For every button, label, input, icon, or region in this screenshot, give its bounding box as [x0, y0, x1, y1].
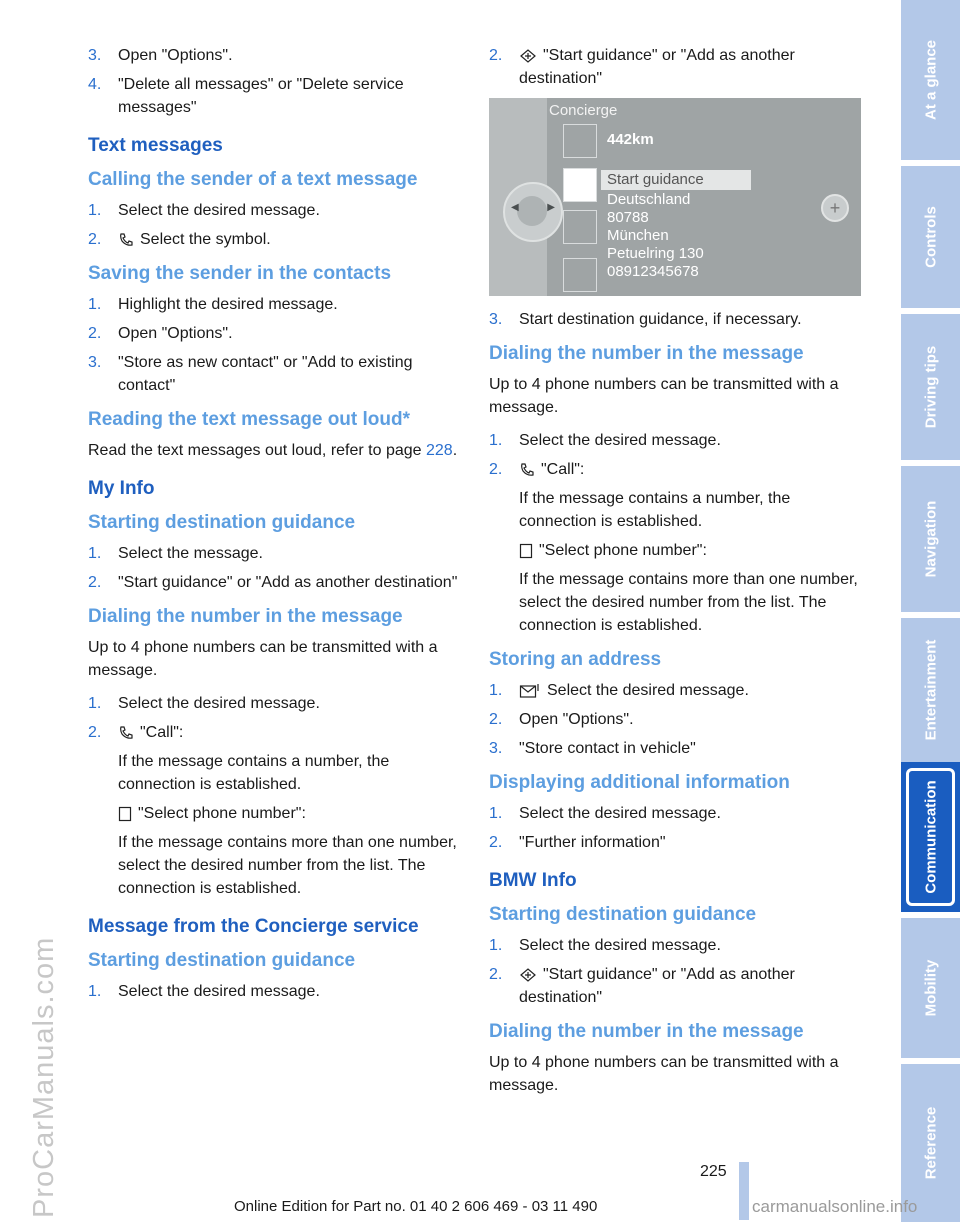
- call-connection-text-2: If the message contains a number, the connection is established.: [519, 490, 791, 530]
- step-select-desired-message-3: 1. Select the desired message.: [489, 432, 721, 449]
- page-number-rule: [739, 1162, 749, 1220]
- heading-start-guidance-3: Starting destination guidance: [489, 904, 757, 925]
- list-icon: [118, 806, 132, 822]
- tab-mobility[interactable]: Mobility: [901, 918, 960, 1058]
- step-select-message-envelope: 1. Select the desired message.: [489, 682, 749, 699]
- destination-flag-icon: [519, 48, 537, 64]
- step-open-options-3: 2. Open "Options".: [489, 711, 634, 728]
- phone-icon: [118, 232, 134, 248]
- chapter-sidebar: [901, 0, 960, 1222]
- destination-icon: [563, 168, 597, 202]
- footer-site-watermark: carmanualsonline.info: [752, 1197, 918, 1216]
- arrow-right-icon: ▶: [547, 202, 555, 213]
- step-start-guidance-concierge: 2. "Start guidance" or "Add as another destination": [489, 47, 795, 87]
- heading-calling-sender: Calling the sender of a text message: [88, 169, 418, 190]
- heading-start-guidance-2: Starting destination guidance: [88, 950, 356, 971]
- screen-line-street: Petuelring 130: [607, 245, 704, 262]
- step-start-destination: 3. Start destination guidance, if necessary.: [489, 311, 802, 328]
- step-start-guidance: 2. "Start guidance" or "Add as another destination": [88, 574, 458, 591]
- step-select-desired-message-5: 1. Select the desired message.: [489, 937, 721, 954]
- book-icon: [563, 124, 597, 158]
- screen-line-postcode: 80788: [607, 209, 649, 226]
- reading-paragraph: Read the text messages out loud, refer to page 228.: [88, 442, 458, 459]
- screen-line-city: München: [607, 227, 669, 244]
- dialing-paragraph-3: Up to 4 phone numbers can be transmitted with a message.: [489, 1054, 839, 1094]
- step-select-the-message: 1. Select the message.: [88, 545, 263, 562]
- book-icon: [563, 258, 597, 292]
- step-select-symbol: 2. Select the symbol.: [88, 231, 271, 248]
- step-call-2: 2. "Call":: [489, 461, 585, 478]
- dialing-paragraph-2: Up to 4 phone numbers can be transmitted with a message.: [489, 376, 839, 416]
- step-select-desired-message-4: 1. Select the desired message.: [489, 805, 721, 822]
- heading-dialing-2: Dialing the number in the message: [489, 343, 804, 364]
- phone-icon: [519, 462, 535, 478]
- step-delete-messages: 4. "Delete all messages" or "Delete service messages": [88, 76, 404, 116]
- phone-icon: [563, 210, 597, 244]
- step-select-message: 1. Select the desired message.: [88, 202, 320, 219]
- step-open-options-2: 2. Open "Options".: [88, 325, 233, 342]
- heading-text-messages: Text messages: [88, 135, 223, 156]
- arrow-left-icon: ◀: [511, 202, 519, 213]
- heading-dialing-1: Dialing the number in the message: [88, 606, 403, 627]
- plus-icon: +: [821, 194, 849, 222]
- heading-dialing-3: Dialing the number in the message: [489, 1021, 804, 1042]
- screen-line-start-guidance: Start guidance: [607, 171, 704, 188]
- left-column: [88, 44, 462, 1009]
- step-store-contact: 3. "Store as new contact" or "Add to existing contact": [88, 354, 413, 394]
- step-highlight-message: 1. Highlight the desired message.: [88, 296, 338, 313]
- destination-flag-icon: [519, 967, 537, 983]
- screen-line-country: Deutschland: [607, 191, 691, 208]
- multiple-numbers-text: If the message contains more than one number, select the desired number from the list. The connection is established.: [118, 834, 457, 897]
- step-call: 2. "Call":: [88, 724, 184, 741]
- heading-additional-info: Displaying additional information: [489, 772, 790, 793]
- step-open-options: 3. Open "Options".: [88, 47, 233, 64]
- tab-communication[interactable]: Communication: [901, 762, 960, 912]
- heading-storing-address: Storing an address: [489, 649, 662, 670]
- heading-saving-sender: Saving the sender in the contacts: [88, 263, 392, 284]
- concierge-screenshot: [489, 98, 861, 296]
- tab-driving-tips[interactable]: Driving tips: [901, 314, 960, 460]
- step-select-desired-message-2: 1. Select the desired message.: [88, 983, 320, 1000]
- dialing-paragraph-1: Up to 4 phone numbers can be transmitted with a message.: [88, 639, 438, 679]
- page-number: 225: [700, 1163, 727, 1180]
- edition-footer: Online Edition for Part no. 01 40 2 606 469 - 03 11 490: [234, 1198, 598, 1215]
- call-connection-text: If the message contains a number, the connection is established.: [118, 753, 390, 793]
- select-phone-number: "Select phone number":: [88, 802, 462, 825]
- controller-knob: [503, 182, 563, 242]
- heading-reading-out: Reading the text message out loud*: [88, 409, 410, 430]
- step-select-desired-message: 1. Select the desired message.: [88, 695, 320, 712]
- tab-at-a-glance[interactable]: At a glance: [901, 0, 960, 160]
- step-further-information: 2. "Further information": [489, 834, 666, 851]
- heading-start-guidance-1: Starting destination guidance: [88, 512, 356, 533]
- heading-my-info: My Info: [88, 478, 155, 499]
- watermark: ProCarManuals.com: [28, 936, 60, 1218]
- list-icon: [519, 543, 533, 559]
- envelope-icon: [519, 683, 541, 699]
- tab-entertainment[interactable]: Entertainment: [901, 618, 960, 762]
- select-phone-number-2: "Select phone number":: [489, 539, 861, 562]
- screen-title: Concierge: [549, 102, 618, 119]
- heading-concierge-message: Message from the Concierge service: [88, 916, 419, 937]
- step-start-guidance-bmw: 2. "Start guidance" or "Add as another destination": [489, 966, 795, 1006]
- page-link-228[interactable]: 228: [426, 442, 453, 459]
- screen-line-phone: 08912345678: [607, 263, 699, 280]
- right-column: [489, 44, 861, 1107]
- heading-bmw-info: BMW Info: [489, 870, 577, 891]
- distance-readout: 442km: [607, 131, 654, 148]
- step-store-contact-vehicle: 3. "Store contact in vehicle": [489, 740, 696, 757]
- multiple-numbers-text-2: If the message contains more than one number, select the desired number from the list. The connection is established.: [519, 571, 858, 634]
- phone-icon: [118, 725, 134, 741]
- tab-controls[interactable]: Controls: [901, 166, 960, 308]
- tab-reference[interactable]: Reference: [901, 1064, 960, 1222]
- tab-navigation[interactable]: Navigation: [901, 466, 960, 612]
